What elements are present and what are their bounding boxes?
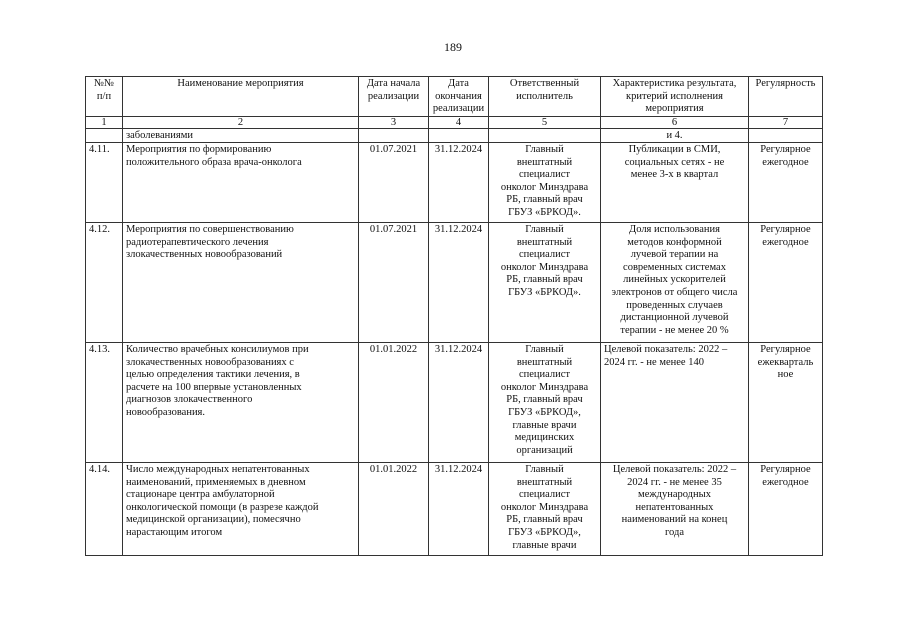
- header-end-date: Дата окончания реализации: [429, 77, 489, 117]
- header-result: Характеристика результата, критерий исполнения мероприятия: [601, 77, 749, 117]
- row-end-date: 31.12.2024: [429, 463, 489, 556]
- row-end-date: 31.12.2024: [429, 343, 489, 463]
- row-number: 4.11.: [86, 143, 123, 223]
- row-end-date: 31.12.2024: [429, 223, 489, 343]
- table-row: [86, 223, 823, 343]
- row-end-date: 31.12.2024: [429, 143, 489, 223]
- row-responsible: Главный внештатный специалист онколог Минздрава РБ, главный врач ГБУЗ «БРКОД», главные врачи медицинских организаций: [489, 343, 601, 463]
- row-result: Целевой показатель: 2022 – 2024 гг. - не менее 140: [601, 343, 749, 463]
- header-number: №№ п/п: [86, 77, 123, 117]
- column-number: 3: [359, 117, 429, 129]
- column-number: 2: [123, 117, 359, 129]
- cell-empty: [429, 129, 489, 143]
- continuation-result: и 4.: [601, 129, 749, 143]
- row-responsible: Главный внештатный специалист онколог Минздрава РБ, главный врач ГБУЗ «БРКОД», главные врачи: [489, 463, 601, 556]
- cell-empty: [749, 129, 823, 143]
- header-start-date: Дата начала реализации: [359, 77, 429, 117]
- column-number: 6: [601, 117, 749, 129]
- header-regularity: Регулярность: [749, 77, 823, 117]
- row-number: 4.12.: [86, 223, 123, 343]
- column-numbers-row: [86, 117, 823, 129]
- column-number: 7: [749, 117, 823, 129]
- row-start-date: 01.01.2022: [359, 463, 429, 556]
- table-row: [86, 343, 823, 463]
- row-regularity: Регулярное ежегодное: [749, 143, 823, 223]
- table-row: [86, 463, 823, 556]
- column-number: 4: [429, 117, 489, 129]
- row-regularity: Регулярное ежекварталь ное: [749, 343, 823, 463]
- row-start-date: 01.01.2022: [359, 343, 429, 463]
- row-start-date: 01.07.2021: [359, 223, 429, 343]
- row-number: 4.14.: [86, 463, 123, 556]
- row-activity-name: Количество врачебных консилиумов при злокачественных новообразованиях с целью определения тактики лечения, в расчете на 100 впервые установленных диагнозов злокачественного новообразования.: [123, 343, 359, 463]
- continuation-name: заболеваниями: [123, 129, 359, 143]
- row-activity-name: Мероприятия по совершенствованию радиотерапевтического лечения злокачественных новообразований: [123, 223, 359, 343]
- column-number: 5: [489, 117, 601, 129]
- row-result: Публикации в СМИ, социальных сетях - не менее 3-х в квартал: [601, 143, 749, 223]
- row-start-date: 01.07.2021: [359, 143, 429, 223]
- continuation-row: [86, 129, 823, 143]
- table-row: [86, 143, 823, 223]
- column-number: 1: [86, 117, 123, 129]
- cell-empty: [359, 129, 429, 143]
- table-header-row: [86, 77, 823, 117]
- row-result: Целевой показатель: 2022 – 2024 гг. - не менее 35 международных непатентованных наименований на конец года: [601, 463, 749, 556]
- cell-empty: [86, 129, 123, 143]
- row-regularity: Регулярное ежегодное: [749, 223, 823, 343]
- row-result: Доля использования методов конформной лучевой терапии на современных системах линейных ускорителей электронов от общего числа проведенных случаев дистанционной лучевой терапии - не менее 20 %: [601, 223, 749, 343]
- header-activity-name: Наименование мероприятия: [123, 77, 359, 117]
- activities-table: [85, 76, 823, 556]
- row-number: 4.13.: [86, 343, 123, 463]
- row-activity-name: Мероприятия по формированию положительного образа врача-онколога: [123, 143, 359, 223]
- page-number: 189: [444, 40, 462, 54]
- header-responsible: Ответственный исполнитель: [489, 77, 601, 117]
- row-regularity: Регулярное ежегодное: [749, 463, 823, 556]
- cell-empty: [489, 129, 601, 143]
- row-responsible: Главный внештатный специалист онколог Минздрава РБ, главный врач ГБУЗ «БРКОД».: [489, 143, 601, 223]
- row-responsible: Главный внештатный специалист онколог Минздрава РБ, главный врач ГБУЗ «БРКОД».: [489, 223, 601, 343]
- row-activity-name: Число международных непатентованных наименований, применяемых в дневном стационаре центра амбулаторной онкологической помощи (в разрезе каждой медицинской организации), помесячно нарастающим итогом: [123, 463, 359, 556]
